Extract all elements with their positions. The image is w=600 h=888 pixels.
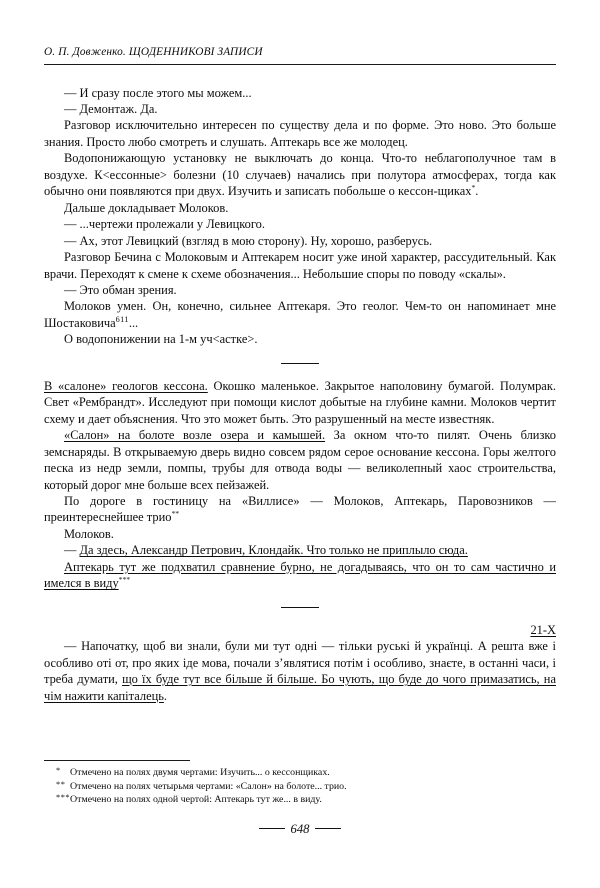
paragraph: — И сразу после этого мы можем... <box>64 85 252 100</box>
folio-dash-left <box>259 828 285 829</box>
paragraph-with-footnote <box>44 150 556 199</box>
footnote-text: Отмечено на полях двумя чертами: Изучить... о кессонщиках. <box>70 767 330 778</box>
paragraph-with-footnote <box>44 493 556 526</box>
running-head-rule <box>44 64 556 65</box>
underlined-phrase: Аптекарь тут же подхватил сравнение бурно, не догадываясь, что он то сам частично и имелся в виду <box>44 559 556 591</box>
footnote-marker: * <box>56 766 61 775</box>
footnote-item <box>44 780 556 794</box>
paragraph-underlined-lead <box>44 378 556 427</box>
paragraph-underlined-with-footnote <box>44 559 556 592</box>
paragraph: — ...чертежи пролежали у Левицкого. <box>64 217 266 232</box>
footnote-marker: ** <box>56 779 66 789</box>
footnote-marker: *** <box>56 793 71 803</box>
footnote-text: Отмечено на полях одной чертой: Аптекарь тут же... в виду. <box>70 794 322 806</box>
section-divider-2 <box>44 599 556 615</box>
running-head: О. П. Довженко. ЩОДЕННИКОВІ ЗАПИСИ <box>44 46 263 58</box>
date-heading-text: 21-X <box>530 622 556 637</box>
paragraph-ukrainian-underlined <box>44 638 556 704</box>
paragraph-text: — Напочатку, щоб ви знали, були ми тут одні — тільки руські й українці. А решта вже і особливо оті от, про яких іде мова, почали з’являтися потім і особливо, знаєте, в останні часи, і треба думати, <box>44 639 556 687</box>
paragraph: Молоков. <box>64 526 114 541</box>
footnote-separator-rule <box>44 760 190 761</box>
paragraph: — Демонтаж. Да. <box>64 102 158 116</box>
folio-dash-right <box>315 828 341 829</box>
footnotes-area <box>44 760 556 807</box>
paragraph: Разговор исключительно интересен по существу дела и по форме. Это ново. Это больше знания. Просто любо смотреть и слушать. Аптекарь все же молодец. <box>44 118 556 149</box>
paragraph-text: Водопонижающую установку не выключать до конца. Что-то неблагополучное там в воздухе. К<ессонные> болезни (10 случаев) начались при полутора атмосферах, тогда как обычно они появляются при двух. Изучить и записать побольше о кессон-щиках <box>44 151 556 199</box>
footnote-item <box>44 793 556 807</box>
paragraph: О водопонижении на 1-м уч<астке>. <box>64 332 258 347</box>
underlined-phrase: що їх буде тут все більше й більше. Бо чують, що буде до чого примазатись, на чім нажити капіталець <box>44 672 556 703</box>
footnote-text: Отмечено на полях четырьмя чертами: «Салон» на болоте... трио. <box>70 780 347 792</box>
date-heading <box>44 622 556 638</box>
paragraph-dialogue-underlined <box>44 542 556 558</box>
section-divider-1 <box>44 355 556 371</box>
paragraph-with-endnote <box>44 298 556 331</box>
underlined-phrase: В «салоне» геологов кессона. <box>44 378 208 393</box>
footnote-marker-3: *** <box>118 575 131 585</box>
folio-number: 648 <box>290 822 310 836</box>
paragraph-text: Молоков умен. Он, конечно, сильнее Аптекаря. Это геолог. Чем-то он напоминает мне Шостаковича <box>44 299 556 330</box>
paragraph: Дальше докладывает Молоков. <box>64 200 229 215</box>
endnote-reference-611: 611 <box>115 314 129 324</box>
paragraph: Разговор Бечина с Молоковым и Аптекарем носит уже иной характер, рассудительный. Как врачи. Переходят к смене к схеме обозначения... Небольшие споры по поводу «скалы». <box>44 250 556 281</box>
paragraph-text: Окошко маленькое. Закрытое наполовину бумагой. Полумрак. Свет «Рембрандт». Исследуют при помощи кислот добытые на глубине камни. Молоков чертит схему и дает объяснения. Что это может быть. Это разрушенный на месте известняк. <box>44 378 556 426</box>
body-text <box>44 85 556 704</box>
paragraph-text-tail: . <box>163 688 168 703</box>
footnote-marker-1: * <box>471 183 476 193</box>
paragraph-text: За окном что-то пилят. Очень близко земснаряды. В открываемую дверь видно совсем рядом серое основание кессона. Горы желтого песка из недр земли, помпы, трубы для отвода воды — великолепный хаос строительства, который дорог мне больше всех пейзажей. <box>44 428 556 492</box>
paragraph-text: По дороге в гостиницу на «Виллисе» — Молоков, Аптекарь, Паровозников — преинтереснейшее трио <box>44 493 556 525</box>
dash-prefix: — <box>64 543 80 558</box>
paragraph-underlined-lead <box>44 427 556 493</box>
underlined-phrase: Да здесь, Александр Петрович, Клондайк. Что только не приплыло сюда. <box>79 543 468 558</box>
paragraph: — Ах, этот Левицкий (взгляд в мою сторону). Ну, хорошо, разберусь. <box>64 233 433 248</box>
page-number <box>0 822 600 837</box>
footnote-marker-2: ** <box>171 509 180 519</box>
paragraph-text-tail: . <box>475 184 479 199</box>
paragraph: — Это обман зрения. <box>64 282 177 297</box>
page-content <box>44 46 556 704</box>
underlined-phrase: «Салон» на болоте возле озера и камышей. <box>64 428 326 443</box>
paragraph-text-tail: ... <box>128 315 139 330</box>
footnote-item <box>44 766 556 780</box>
